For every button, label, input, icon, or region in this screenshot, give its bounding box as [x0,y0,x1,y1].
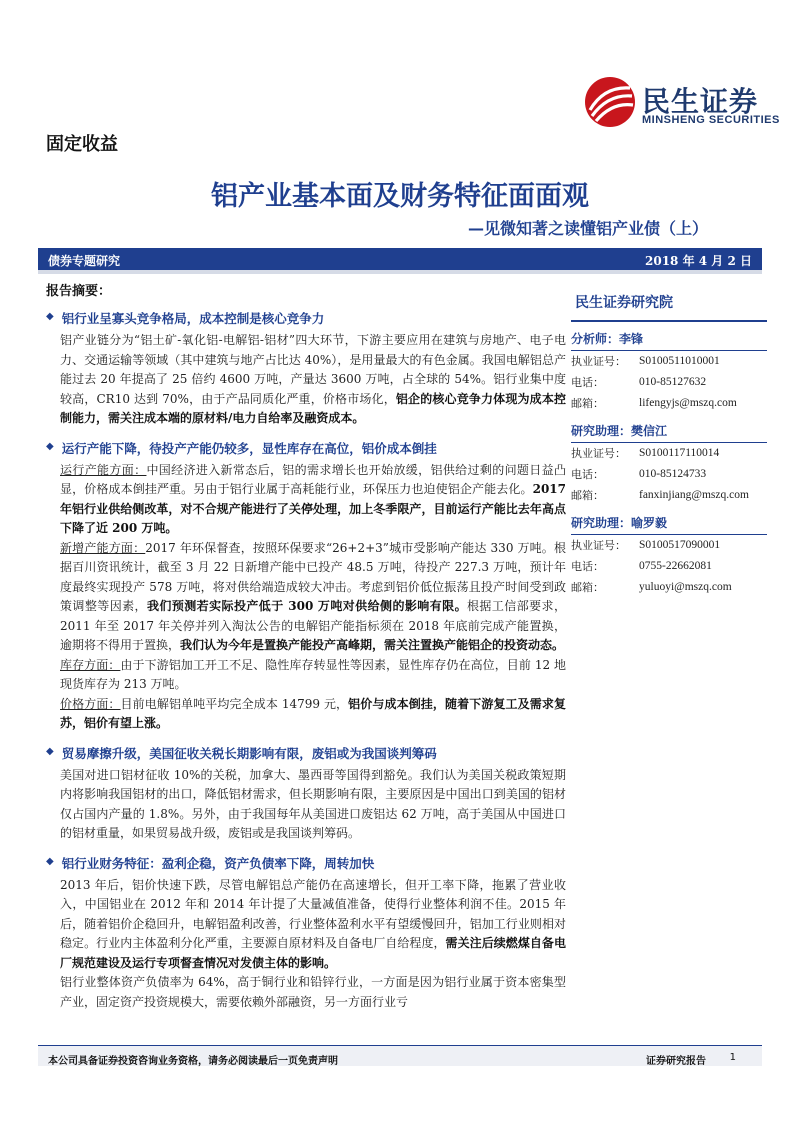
body-text: 铝行业整体资产负债率为 64%，高于铜行业和铅锌行业，一方面是因为铝行业属于资本密集型产业，固定资产投资规模大，需要依赖外部融资，另一方面行业亏 [60,975,566,1009]
analyst-contact-row [571,443,767,464]
bullet-diamond-icon: ◆ [46,855,54,867]
minsheng-logo-icon [584,76,636,128]
contact-label: 执业证号： [571,447,626,460]
contact-label: 执业证号： [571,539,626,552]
bold-text: 铝价与成本倒挂，随着下游复工及需求复苏，铝价有望上涨。 [60,696,566,730]
contact-value: lifengyjs@mszq.com [639,397,737,409]
contact-value: yuluoyi@mszq.com [639,581,732,593]
section-heading-text: 铝行业呈寡头竞争格局，成本控制是核心竞争力 [61,311,325,326]
analyst-contact-row [571,464,767,485]
body-text: 2017 年环保督查，按照环保要求“26+2+3”城市受影响产能达 330 万吨。根据百川资讯统计，截至 3 月 22 日新增产能中已投产 48.5 万吨，待投产 227.3 万吨，预计年度最终实现投产 578 万吨，将对供给端造成较大冲击。考虑到铝价低位振荡且投产时间受到政策调整等因素， [60,540,566,613]
section-heading-text: 运行产能下降，待投产产能仍较多，显性库存在高位，铝价成本倒挂 [61,440,437,456]
section-paragraph [60,539,566,656]
contact-value: S0100511010001 [639,355,720,367]
underlined-label: 库存方面： [60,657,121,672]
bullet-diamond-icon: ◆ [46,311,54,322]
contact-value: S0100517090001 [639,539,721,551]
summary-title: 报告摘要： [46,284,112,299]
brand-name-cn: 民生证券 [642,85,759,118]
analyst-contact-row [571,556,767,577]
analyst-contact-row [571,577,767,598]
underlined-label: 运行产能方面： [60,462,147,477]
bold-text: 2017 年铝行业供给侧改革，对不合规产能进行了关停处理，加上冬季限产，目前运行产能比去年高点下降了近 200 万吨。 [60,482,566,535]
analyst-contact-row [571,393,767,414]
analyst-list [571,330,767,598]
section-heading [46,854,566,872]
body-text: 铝产业链分为“铝土矿-氧化铝-电解铝-铝材”四大环节，下游主要应用在建筑与房地产、电子电力、交通运输等领域（其中建筑与地产占比达 40%），是用量最大的有色金属。我国电解铝总产能过去 20 年提高了 25 倍约 4600 万吨，产量达 3600 万吨，占全球的 54%。铝行业集中度较高，CR10 达到 70%，由于产品同质化严重，价格市场化， [60,333,566,406]
body-text: 根据工信部要求，2011 年至 2017 年关停并列入淘汰公告的电解铝产能指标须在 2018 年底前完成产能置换，逾期将不得用于置换， [60,599,566,652]
contact-label: 邮箱： [571,581,604,594]
bold-text: 需关注后续燃煤自备电厂规范建设及运行专项督查情况对发债主体的影响。 [60,936,566,970]
body-text: 由于下游铝加工开工不足、隐性库存转显性等因素，显性库存仍在高位，目前 12 地现货库存为 213 万吨。 [60,657,566,691]
section-heading [46,744,566,762]
bullet-diamond-icon: ◆ [46,440,54,452]
section-paragraph [60,876,566,974]
report-category: 固定收益 [46,134,118,155]
contact-label: 邮箱： [571,489,604,502]
bold-text: 我们预测若实际投产低于 300 万吨对供给侧的影响有限。 [146,599,467,613]
section-heading-text: 贸易摩擦升级，美国征收关税长期影响有限，废铝或为我国谈判筹码 [61,745,437,761]
bold-text: 我们认为今年是置换产能投产高峰期，需关注置换产能铝企的投资动态。 [180,638,565,652]
institute-name: 民生证券研究院 [571,286,767,322]
contact-value: 0755-22662081 [639,560,712,572]
section-heading-text: 铝行业财务特征：盈利企稳，资产负债率下降，周转加快 [61,855,375,871]
section-paragraph [60,766,566,844]
summary-sections [46,309,566,1012]
section-paragraph [60,331,566,429]
body-text: 2013 年后，铝价快速下跌，尽管电解铝总产能仍在高速增长，但开工率下降，拖累了营业收入，中国铝业在 2012 年和 2014 年计提了大量减值准备，使得行业整体利润不佳。2015 年后，随着铝价企稳回升，电解铝盈利改善，行业整体盈利水平有望缓慢回升，铝加工行业则相对稳定。行业内主体盈利分化严重，主要源自原材料及自备电厂自给程度， [60,877,566,950]
contact-value: 010-85127632 [639,376,707,388]
analyst-name: 研究助理：喻罗毅 [571,514,767,535]
page-number: 1 [729,1052,736,1063]
contact-label: 电话： [571,468,604,481]
analyst-contact-row [571,351,767,372]
page-title: 铝产业基本面及财务特征面面观 [211,181,589,212]
section-heading [46,309,566,327]
brand-name-en: MINSHENG SECURITIES [642,114,780,126]
summary-column [46,280,566,1012]
section-paragraph [60,695,566,734]
analyst-name: 研究助理：樊信江 [571,422,767,443]
page-subtitle: —见微知著之读懂铝产业债（上） [467,219,708,238]
contact-label: 电话： [571,376,604,389]
contact-value: 010-85124733 [639,468,707,480]
contact-label: 邮箱： [571,397,604,410]
contact-value: fanxinjiang@mszq.com [639,489,749,501]
report-type: 债券专题研究 [48,254,121,268]
bullet-diamond-icon: ◆ [46,745,54,757]
contact-label: 电话： [571,560,604,573]
analyst-contact-row [571,485,767,506]
section-heading [46,439,566,457]
analyst-contact-row [571,535,767,556]
analyst-contact-row [571,372,767,393]
bold-text: 铝企的核心竞争力体现为成本控制能力，需关注成本端的原材料/电力自给率及融资成本。 [60,391,566,425]
footer-label: 证券研究报告 [646,1056,706,1067]
body-text: 美国对进口铝材征收 10%的关税，加拿大、墨西哥等国得到豁免。我们认为美国关税政策短期内将影响我国铝材的出口，降低铝材需求，但长期影响有限，主要原因是中国出口到美国的铝材仅占国内产量的 1.8%。另外，由于我国每年从美国进口废铝达 62 万吨，高于美国从中国进口的铝材重量，如果贸易战升级，废铝或是我国谈判筹码。 [60,767,566,840]
header-band-shadow [38,270,762,274]
underlined-label: 新增产能方面： [60,540,146,555]
underlined-label: 价格方面： [60,696,121,711]
section-paragraph [60,461,566,539]
footer-disclaimer: 本公司具备证券投资咨询业务资格，请务必阅读最后一页免责声明 [48,1056,338,1067]
body-text: 中国经济进入新常态后，铝的需求增长也开始放缓，铝供给过剩的问题日益凸显，价格成本倒挂严重。另由于铝行业属于高耗能行业，环保压力也迫使铝企产能去化。 [60,462,566,496]
analyst-sidebar [571,286,767,598]
contact-value: S0100117110014 [639,447,720,459]
section-paragraph [60,656,566,695]
contact-label: 执业证号： [571,355,626,368]
body-text: 目前电解铝单吨平均完全成本 14799 元， [120,696,349,711]
analyst-name: 分析师：李锋 [571,330,767,351]
report-date: 2018 年 4 月 2 日 [645,254,752,268]
section-paragraph [60,973,566,1012]
